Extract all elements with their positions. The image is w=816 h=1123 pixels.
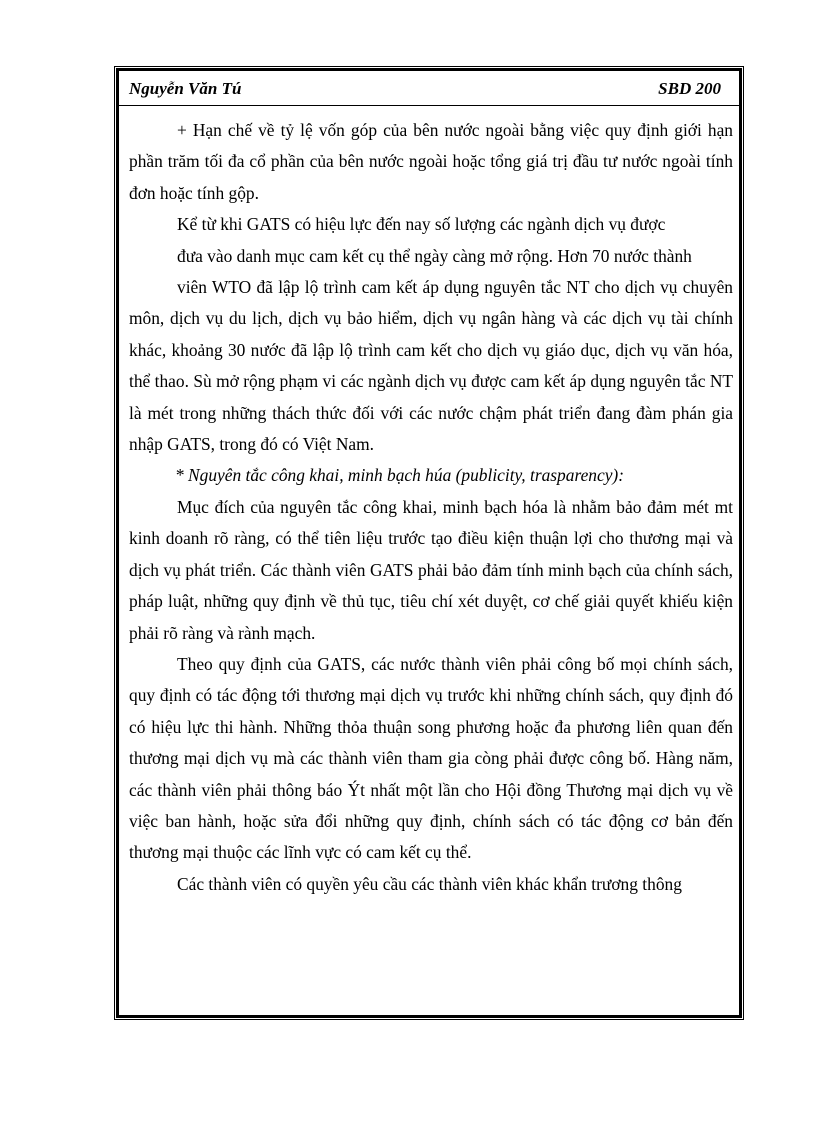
paragraph-wto-members: viên WTO đã lập lộ trình cam kết áp dụng nguyên tắc NT cho dịch vụ chuyên môn, dịch vụ du lịch, dịch vụ bảo hiểm, dịch vụ ngân hàng và các dịch vụ tài chính khác, khoảng 30 nước đã lập lộ trình cam kết cho dịch vụ giáo dục, dịch vụ văn hóa, thể thao. Sù mở rộng phạm vi các ngành dịch vụ được cam kết áp dụng nguyên tắc NT là mét trong những thách thức đối với các nước chậm phát triển đang đàm phán gia nhập GATS, trong đó có Việt Nam.: [129, 277, 733, 455]
paragraph-member-rights: Các thành viên có quyền yêu cầu các thành viên khác khẩn trương thông: [177, 873, 682, 894]
page-header: [119, 71, 739, 106]
candidate-number: SBD 200: [658, 79, 721, 98]
paragraph-transparency-purpose: Mục đích của nguyên tắc công khai, minh bạch hóa là nhằm bảo đảm mét mt kinh doanh rõ ràng, có thể tiên liệu trước tạo điều kiện thuận lợi cho thương mại và dịch vụ phát triển. Các thành viên GATS phải bảo đảm tính minh bạch của chính sách, pháp luật, những quy định về thủ tục, tiêu chí xét duyệt, cơ chế giải quyết khiếu kiện phải rõ ràng và rành mạch.: [129, 496, 733, 643]
paragraph-gats-regulation: Theo quy định của GATS, các nước thành viên phải công bố mọi chính sách, quy định có tác động tới thương mại dịch vụ trước khi những chính sách, quy định đó có hiệu lực thi hành. Những thỏa thuận song phương hoặc đa phương liên quan đến thương mại dịch vụ mà các thành viên tham gia còng phải được công bố. Hàng năm, các thành viên phải thông báo Ýt nhất một lần cho Hội đồng Thương mại dịch vụ về việc ban hành, hoặc sửa đổi những quy định, chính sách có tác động cơ bản đến thương mại thuộc các lĩnh vực có cam kết cụ thể.: [129, 653, 733, 863]
document-body: [129, 115, 733, 900]
paragraph-capital-limit: + Hạn chế về tỷ lệ vốn góp của bên nước ngoài bằng việc quy định giới hạn phần trăm tối đa cổ phần của bên nước ngoài hoặc tổng giá trị đầu tư nước ngoài tính đơn hoặc tính gộp.: [129, 120, 733, 203]
author-name: Nguyễn Văn Tú: [129, 79, 242, 98]
page-frame: [116, 68, 742, 1018]
paragraph-gats-effect: Kể từ khi GATS có hiệu lực đến nay số lượng các ngành dịch vụ được: [177, 214, 666, 235]
section-heading-transparency: * Nguyên tắc công khai, minh bạch húa (publicity, trasparency):: [175, 465, 624, 486]
paragraph-commitment-list: đưa vào danh mục cam kết cụ thể ngày càng mở rộng. Hơn 70 nước thành: [177, 245, 692, 266]
